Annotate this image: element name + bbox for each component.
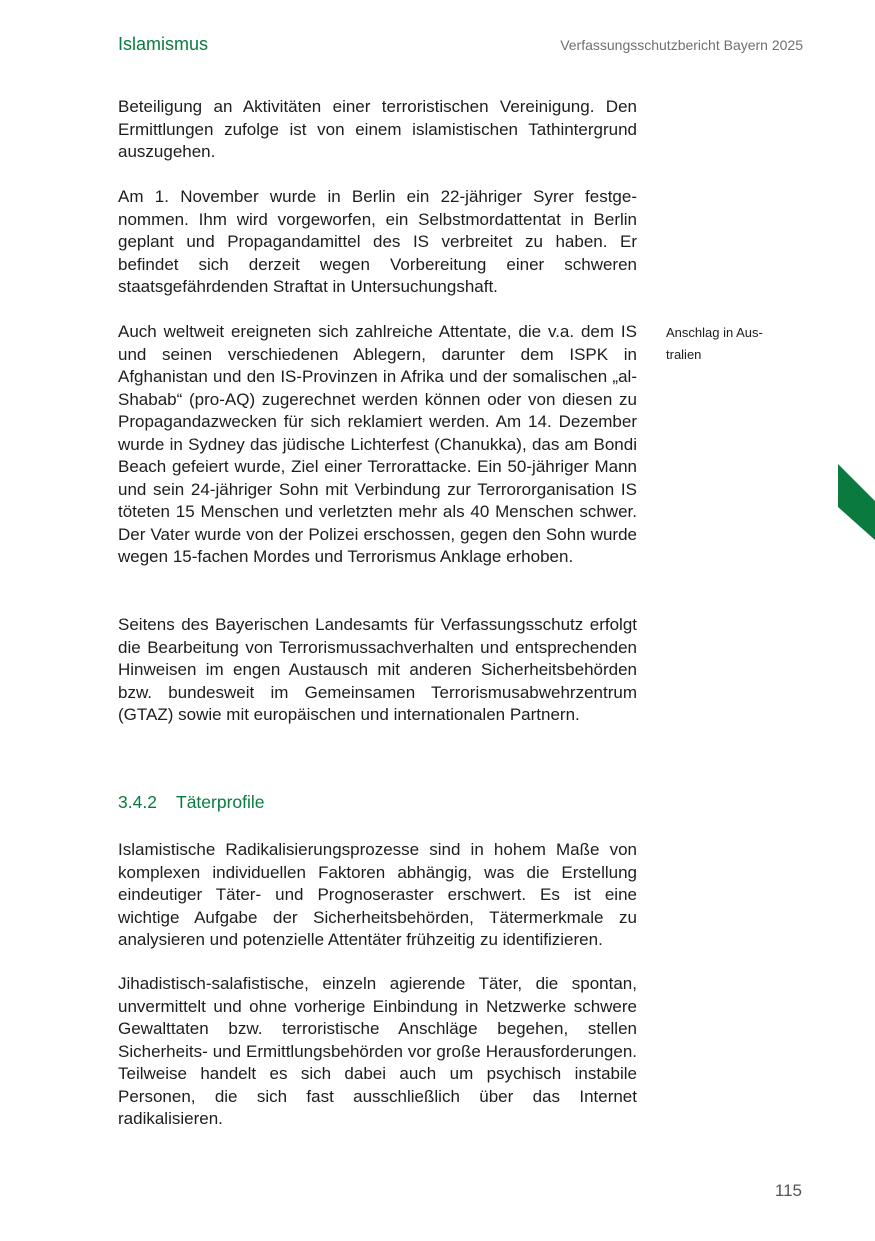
paragraph-text: Beteiligung an Aktivitäten einer terroristischen Vereinigung. Den Ermittlungen zufolge ist von einem islamistischen Tathintergrund auszugehen.: [118, 97, 637, 161]
paragraph-text: Islamistische Radikalisierungsprozesse sind in hohem Maße von komplexen individuellen Faktoren abhängig, was die Erstellung eindeutiger Täter- und Prognoseraster erschwert. Es ist eine wichtige Aufgabe der Sicherheitsbehörden, Tätermerkmale zu analysieren und potenzielle Attentäter frühzeitig zu identifizieren.: [118, 840, 637, 949]
paragraph: [118, 96, 637, 164]
running-header-section: Islamismus: [118, 34, 209, 54]
section-heading: [118, 792, 265, 813]
paragraph: [118, 614, 637, 727]
paragraph-text: Auch weltweit ereigneten sich zahlreiche Attentate, die v.a. dem IS und seinen verschiedenen Ablegern, darunter dem ISPK in Afghanistan und den IS-Provinzen in Afrika und der somalischen „al-Shabab“ (pro-AQ) zugerechnet werden können oder von diesen zu Propagandazwecken für sich reklamiert werden. Am 14. Dezember wurde in Sydney das jüdische Lichterfest (Chanukka), das am Bondi Beach gefeiert wurde, Ziel einer Terrorattacke. Ein 50-jähriger Mann und sein 24-jähriger Sohn mit Verbindung zur Terrororganisation IS töteten 15 Menschen und verletzten mehr als 40 Menschen schwer. Der Vater wurde von der Polizei erschossen, gegen den Sohn wurde wegen 15-fachen Mordes und Terrorismus Anklage erhoben.: [118, 322, 637, 566]
paragraph-text: Jihadistisch-salafistische, einzeln agierende Täter, die spontan, unvermittelt und ohne vorherige Einbindung in Netzwerke schwere Gewalttaten bzw. terroristische Anschläge begehen, stellen Sicherheits- und Ermittlungsbehörden vor große Herausforderungen. Teilweise handelt es sich dabei auch um psychisch instabile Personen, die sich fast ausschließlich über das Internet radikalisieren.: [118, 974, 637, 1128]
chapter-tab-marker: [838, 464, 875, 540]
section-number: 3.4.2: [118, 792, 157, 812]
paragraph-text: Am 1. November wurde in Berlin ein 22-jähriger Syrer festgenommen. Ihm wird vorgeworfen, ein Selbstmordattentat in Berlin geplant und Propagandamittel des IS verbreitet zu haben. Er befindet sich derzeit wegen Vorbereitung einer schweren staatsgefährdenden Straftat in Untersuchungshaft.: [118, 187, 637, 296]
page-number: 115: [774, 1181, 802, 1200]
paragraph-text: Seitens des Bayerischen Landesamts für Verfassungsschutz erfolgt die Bearbeitung von Terrorismussachverhalten und entsprechenden Hinweisen im engen Austausch mit anderen Sicherheitsbehörden bzw. bundesweit im Gemeinsamen Terrorismusabwehrzentrum (GTAZ) sowie mit europäischen und internationalen Partnern.: [118, 615, 637, 724]
paragraph: [118, 839, 637, 952]
running-header-report-title: Verfassungsschutzbericht Bayern 2025: [560, 37, 803, 53]
paragraph: [118, 973, 637, 1131]
margin-note: Anschlag in Australien: [666, 325, 763, 362]
section-title: Täterprofile: [176, 792, 265, 812]
paragraph: [118, 321, 637, 569]
paragraph: [118, 186, 637, 299]
